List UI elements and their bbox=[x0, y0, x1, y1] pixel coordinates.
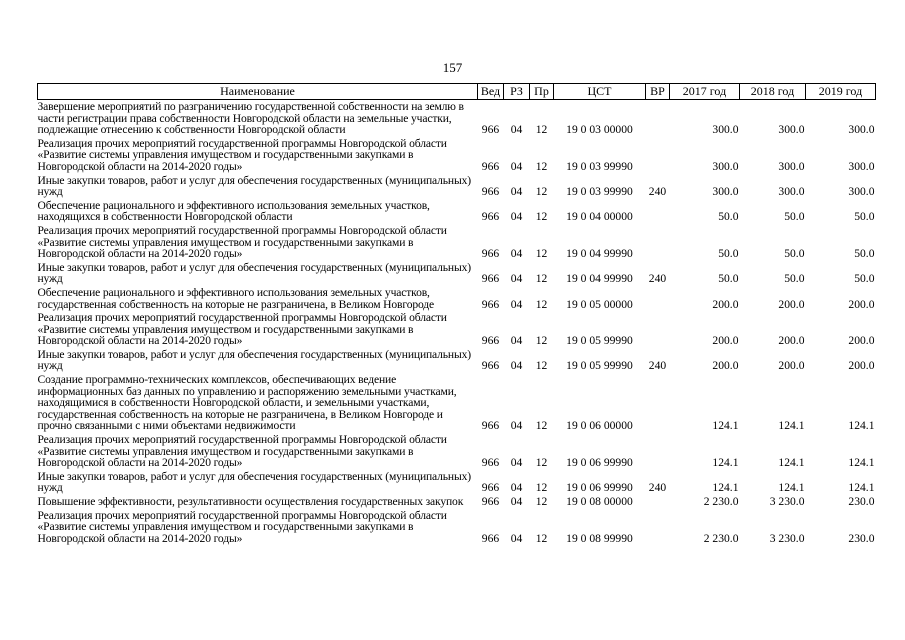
cell-2018: 300.0 bbox=[778, 159, 805, 173]
cell-2017: 200.0 bbox=[712, 359, 739, 373]
cell-ved: 966 bbox=[481, 495, 500, 508]
cell-cst: 19 0 06 99990 bbox=[566, 481, 633, 495]
header-name: Наименование bbox=[38, 84, 478, 100]
cell-ved: 966 bbox=[481, 247, 500, 261]
cell-2018: 124.1 bbox=[778, 419, 805, 433]
cell-vr: 240 bbox=[648, 272, 667, 286]
header-2018: 2018 год bbox=[740, 84, 806, 100]
cell-ved: 966 bbox=[481, 272, 500, 286]
cell-pr: 12 bbox=[535, 419, 548, 433]
cell-name: Повышение эффективности, результативности осуществления государственных закупок bbox=[37, 495, 464, 508]
cell-name: Реализация прочих мероприятий государственной программы Новгородской области «Развитие системы управления имуществом и государственными закупками в Новгородской области на 2014-2020 годы» bbox=[37, 311, 447, 348]
cell-ved: 966 bbox=[481, 419, 500, 433]
cell-2019: 200.0 bbox=[848, 297, 875, 311]
cell-ved: 966 bbox=[481, 531, 500, 545]
header-pr: Пр bbox=[530, 84, 554, 100]
header-vr: ВР bbox=[646, 84, 670, 100]
cell-ved: 966 bbox=[481, 210, 500, 224]
cell-cst: 19 0 06 00000 bbox=[566, 419, 633, 433]
cell-pr: 12 bbox=[535, 210, 548, 224]
cell-rz: 04 bbox=[510, 359, 523, 373]
cell-pr: 12 bbox=[535, 123, 548, 137]
table-row bbox=[38, 470, 876, 495]
cell-2019: 230.0 bbox=[848, 531, 875, 545]
cell-cst: 19 0 05 99990 bbox=[566, 359, 633, 373]
cell-2018: 200.0 bbox=[778, 359, 805, 373]
cell-name: Иные закупки товаров, работ и услуг для обеспечения государственных (муниципальных) нужд bbox=[37, 469, 471, 495]
cell-2018: 200.0 bbox=[778, 297, 805, 311]
header-rz: РЗ bbox=[504, 84, 530, 100]
cell-cst: 19 0 04 99990 bbox=[566, 272, 633, 286]
cell-2019: 50.0 bbox=[854, 210, 875, 224]
cell-cst: 19 0 08 99990 bbox=[566, 531, 633, 545]
cell-vr bbox=[646, 311, 670, 348]
cell-vr bbox=[646, 100, 670, 137]
cell-rz: 04 bbox=[510, 495, 523, 508]
cell-vr bbox=[646, 509, 670, 546]
cell-vr bbox=[646, 495, 670, 509]
cell-rz: 04 bbox=[510, 297, 523, 311]
cell-name: Реализация прочих мероприятий государственной программы Новгородской области «Развитие системы управления имуществом и государственными закупками в Новгородской области на 2014-2020 годы» bbox=[37, 508, 447, 545]
cell-pr: 12 bbox=[535, 495, 548, 508]
cell-cst: 19 0 03 00000 bbox=[566, 123, 633, 137]
cell-rz: 04 bbox=[510, 272, 523, 286]
cell-2019: 124.1 bbox=[848, 456, 875, 470]
cell-pr: 12 bbox=[535, 359, 548, 373]
cell-2018: 124.1 bbox=[778, 481, 805, 495]
cell-2017: 300.0 bbox=[712, 159, 739, 173]
cell-2017: 2 230.0 bbox=[703, 531, 739, 545]
cell-2019: 124.1 bbox=[848, 419, 875, 433]
table-row bbox=[38, 199, 876, 224]
cell-cst: 19 0 04 00000 bbox=[566, 210, 633, 224]
cell-name: Реализация прочих мероприятий государственной программы Новгородской области «Развитие системы управления имуществом и государственными закупками в Новгородской области на 2014-2020 годы» bbox=[37, 223, 447, 261]
header-ved: Вед bbox=[478, 84, 504, 100]
cell-cst: 19 0 05 00000 bbox=[566, 297, 633, 311]
cell-2019: 124.1 bbox=[848, 481, 875, 495]
cell-name: Реализация прочих мероприятий государственной программы Новгородской области «Развитие системы управления имуществом и государственными закупками в Новгородской области на 2014-2020 годы» bbox=[37, 136, 447, 173]
table-row bbox=[38, 495, 876, 509]
cell-pr: 12 bbox=[535, 334, 548, 348]
table-row bbox=[38, 137, 876, 174]
cell-ved: 966 bbox=[481, 297, 500, 311]
cell-name: Иные закупки товаров, работ и услуг для обеспечения государственных (муниципальных) нужд bbox=[37, 347, 471, 373]
cell-pr: 12 bbox=[535, 481, 548, 495]
cell-2017: 300.0 bbox=[712, 185, 739, 199]
cell-vr bbox=[646, 137, 670, 174]
cell-pr: 12 bbox=[535, 185, 548, 199]
cell-cst: 19 0 08 00000 bbox=[566, 495, 633, 508]
table-row bbox=[38, 286, 876, 311]
cell-2019: 50.0 bbox=[854, 247, 875, 261]
cell-2017: 2 230.0 bbox=[703, 495, 739, 508]
cell-rz: 04 bbox=[510, 334, 523, 348]
table-row bbox=[38, 224, 876, 261]
cell-name: Иные закупки товаров, работ и услуг для обеспечения государственных (муниципальных) нужд bbox=[37, 173, 471, 199]
cell-rz: 04 bbox=[510, 247, 523, 261]
cell-pr: 12 bbox=[535, 272, 548, 286]
table-row bbox=[38, 261, 876, 286]
table-row bbox=[38, 174, 876, 199]
cell-vr bbox=[646, 433, 670, 470]
cell-2017: 200.0 bbox=[712, 297, 739, 311]
cell-pr: 12 bbox=[535, 159, 548, 173]
cell-2019: 50.0 bbox=[854, 272, 875, 286]
cell-2017: 124.1 bbox=[712, 419, 739, 433]
cell-2017: 124.1 bbox=[712, 456, 739, 470]
cell-vr: 240 bbox=[648, 359, 667, 373]
table-row bbox=[38, 509, 876, 546]
cell-name: Иные закупки товаров, работ и услуг для обеспечения государственных (муниципальных) нужд bbox=[37, 260, 471, 286]
cell-vr: 240 bbox=[648, 185, 667, 199]
cell-2019: 300.0 bbox=[848, 159, 875, 173]
cell-cst: 19 0 06 99990 bbox=[566, 456, 633, 470]
table-body bbox=[38, 100, 876, 546]
cell-2018: 50.0 bbox=[784, 272, 805, 286]
table-header-row bbox=[38, 84, 876, 100]
cell-2018: 3 230.0 bbox=[769, 495, 805, 508]
cell-2018: 300.0 bbox=[778, 123, 805, 137]
cell-2018: 200.0 bbox=[778, 334, 805, 348]
cell-rz: 04 bbox=[510, 531, 523, 545]
cell-2017: 124.1 bbox=[712, 481, 739, 495]
cell-ved: 966 bbox=[481, 334, 500, 348]
cell-2019: 230.0 bbox=[848, 495, 875, 508]
cell-2017: 300.0 bbox=[712, 123, 739, 137]
cell-ved: 966 bbox=[481, 456, 500, 470]
cell-ved: 966 bbox=[481, 359, 500, 373]
cell-pr: 12 bbox=[535, 247, 548, 261]
page-number: 157 bbox=[442, 60, 463, 75]
table-row bbox=[38, 100, 876, 137]
cell-2019: 300.0 bbox=[848, 185, 875, 199]
cell-ved: 966 bbox=[481, 159, 500, 173]
cell-name: Создание программно-технических комплексов, обеспечивающих ведение информационных баз данных по управлению и распоряжению земельными участками, находящимися в собственности Новгородской области, и земельными участками, государственная собственность на которые не разграничена, в Великом Новгороде и прочно связанными с ними объектами недвижимости bbox=[37, 373, 457, 433]
header-2019: 2019 год bbox=[806, 84, 876, 100]
cell-2018: 300.0 bbox=[778, 185, 805, 199]
cell-2019: 300.0 bbox=[848, 123, 875, 137]
cell-ved: 966 bbox=[481, 185, 500, 199]
cell-ved: 966 bbox=[481, 481, 500, 495]
cell-cst: 19 0 03 99990 bbox=[566, 159, 633, 173]
cell-2019: 200.0 bbox=[848, 359, 875, 373]
cell-cst: 19 0 04 99990 bbox=[566, 247, 633, 261]
cell-vr bbox=[646, 286, 670, 311]
cell-2018: 3 230.0 bbox=[769, 531, 805, 545]
cell-rz: 04 bbox=[510, 185, 523, 199]
cell-pr: 12 bbox=[535, 456, 548, 470]
cell-name: Завершение мероприятий по разграничению государственной собственности на землю в части регистрации права собственности Новгородской области на земельные участки, подлежащие отнесению к собственности Новгородской области bbox=[37, 100, 464, 137]
table-row bbox=[38, 373, 876, 433]
table-row bbox=[38, 348, 876, 373]
table-row bbox=[38, 433, 876, 470]
cell-name: Обеспечение рационального и эффективного использования земельных участков, находящихся в собственности Новгородской области bbox=[37, 198, 430, 224]
cell-2017: 50.0 bbox=[718, 210, 739, 224]
cell-rz: 04 bbox=[510, 456, 523, 470]
cell-ved: 966 bbox=[481, 123, 500, 137]
cell-name: Обеспечение рационального и эффективного использования земельных участков, государственная собственность на которые не разграничена, в Великом Новгороде bbox=[37, 285, 435, 311]
header-cst: ЦСТ bbox=[554, 84, 646, 100]
cell-vr bbox=[646, 199, 670, 224]
cell-pr: 12 bbox=[535, 531, 548, 545]
budget-table bbox=[37, 83, 876, 545]
cell-rz: 04 bbox=[510, 210, 523, 224]
cell-rz: 04 bbox=[510, 481, 523, 495]
header-2017: 2017 год bbox=[670, 84, 740, 100]
cell-rz: 04 bbox=[510, 419, 523, 433]
cell-pr: 12 bbox=[535, 297, 548, 311]
cell-2018: 50.0 bbox=[784, 247, 805, 261]
cell-2019: 200.0 bbox=[848, 334, 875, 348]
cell-2017: 50.0 bbox=[718, 272, 739, 286]
cell-cst: 19 0 05 99990 bbox=[566, 334, 633, 348]
cell-vr: 240 bbox=[648, 481, 667, 495]
cell-rz: 04 bbox=[510, 123, 523, 137]
cell-2017: 200.0 bbox=[712, 334, 739, 348]
cell-2017: 50.0 bbox=[718, 247, 739, 261]
cell-rz: 04 bbox=[510, 159, 523, 173]
cell-vr bbox=[646, 224, 670, 261]
cell-vr bbox=[646, 373, 670, 433]
cell-2018: 124.1 bbox=[778, 456, 805, 470]
cell-2018: 50.0 bbox=[784, 210, 805, 224]
cell-name: Реализация прочих мероприятий государственной программы Новгородской области «Развитие системы управления имуществом и государственными закупками в Новгородской области на 2014-2020 годы» bbox=[37, 433, 447, 470]
cell-cst: 19 0 03 99990 bbox=[566, 185, 633, 199]
table-row bbox=[38, 311, 876, 348]
